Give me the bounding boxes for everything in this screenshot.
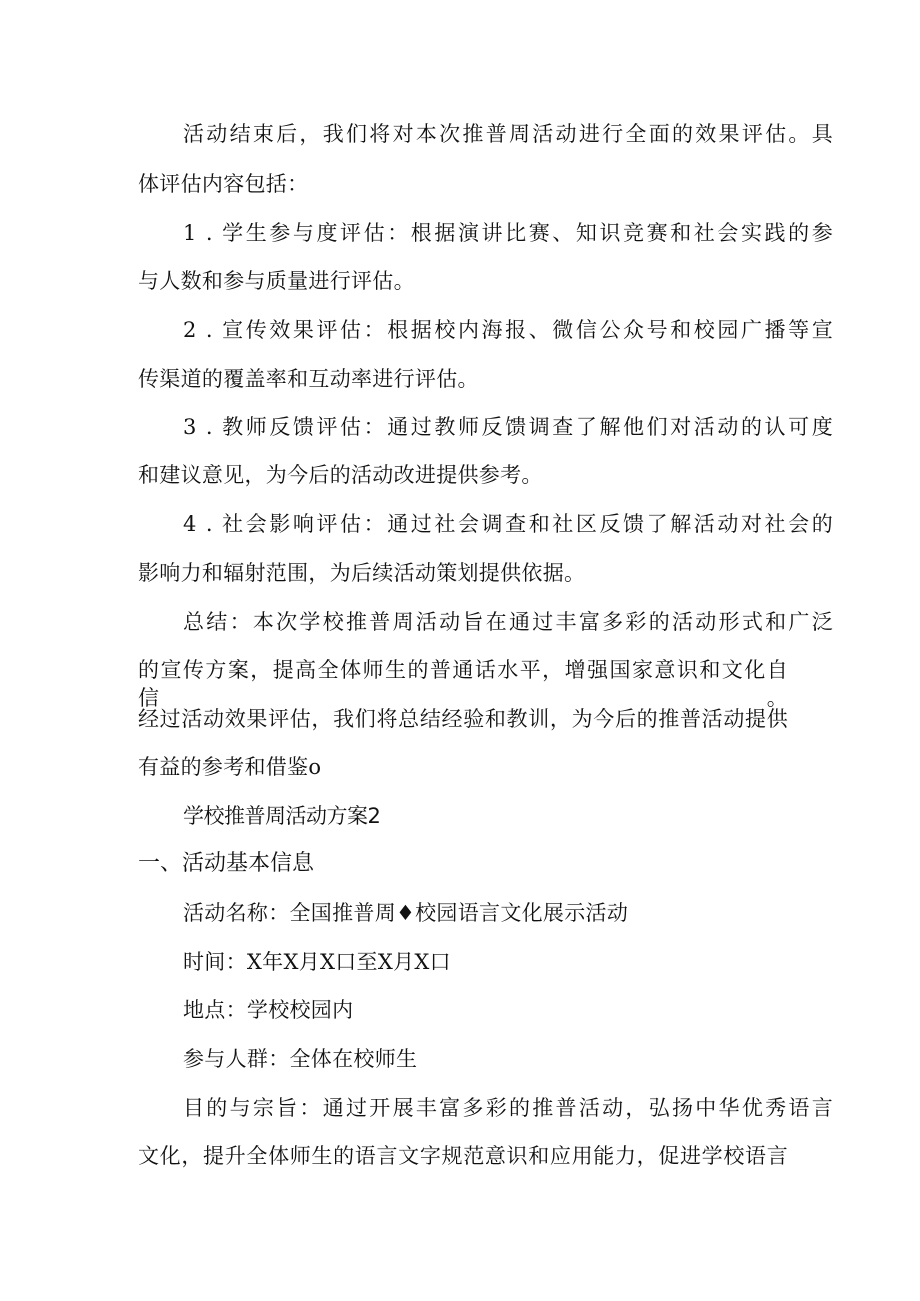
paragraph-evaluation-intro-line-2: 体评估内容包括：: [138, 172, 309, 196]
list-item-1-line-1: 1 . 学生参与度评估：根据演讲比赛、知识竞赛和社会实践的参: [183, 221, 833, 245]
summary-line-2: 的宣传方案，提高全体师生的普通话水平，增强国家意识和文化自信。: [138, 658, 788, 710]
list-item-2-line-2: 传渠道的覆盖率和互动率进行评估。: [138, 367, 479, 391]
purpose-line-2: 文化，提升全体师生的语言文字规范意识和应用能力，促进学校语言: [138, 1144, 788, 1168]
list-item-3-line-1: 3 . 教师反馈评估：通过教师反馈调查了解他们对活动的认可度: [183, 415, 833, 439]
purpose-line-1: 目的与宗旨：通过开展丰富多彩的推普活动，弘扬中华优秀语言: [183, 1096, 833, 1120]
info-location: 地点：学校校园内: [183, 998, 354, 1022]
list-item-1-line-2: 与人数和参与质量进行评估。: [138, 269, 415, 293]
section-heading-basic-info: 一、活动基本信息: [138, 851, 315, 876]
summary-line-4: 有益的参考和借鉴o: [138, 755, 322, 779]
summary-line-3: 经过活动效果评估，我们将总结经验和教训，为今后的推普活动提供: [138, 707, 788, 731]
list-item-4-line-1: 4 . 社会影响评估：通过社会调查和社区反馈了解活动对社会的: [183, 512, 833, 536]
list-item-2-line-1: 2 . 宣传效果评估：根据校内海报、微信公众号和校园广播等宣: [183, 318, 833, 342]
summary-line-1: 总结：本次学校推普周活动旨在通过丰富多彩的活动形式和广泛: [183, 610, 833, 634]
section-title: 学校推普周活动方案2: [183, 804, 381, 828]
info-participants: 参与人群：全体在校师生: [183, 1047, 418, 1071]
paragraph-evaluation-intro-line-1: 活动结束后，我们将对本次推普周活动进行全面的效果评估。具: [183, 122, 833, 146]
list-item-4-line-2: 影响力和辐射范围，为后续活动策划提供依据。: [138, 561, 586, 585]
list-item-3-line-2: 和建议意见，为今后的活动改进提供参考。: [138, 463, 543, 487]
info-activity-name: 活动名称：全国推普周♦校园语言文化展示活动: [183, 901, 629, 925]
info-time: 时间：X年X月X口至X月X口: [183, 950, 451, 974]
